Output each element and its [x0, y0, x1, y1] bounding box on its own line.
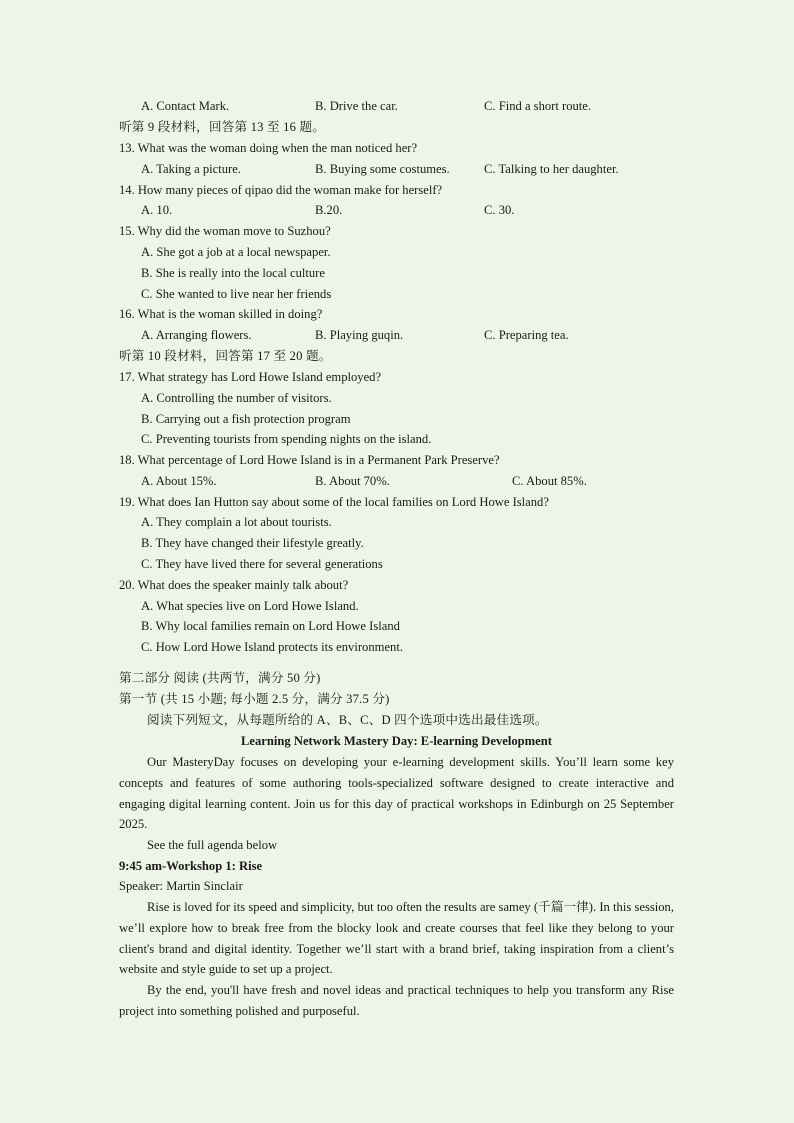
q17-stem: 17. What strategy has Lord Howe Island employed? [119, 370, 382, 384]
q18-option-b: B. About 70%. [315, 474, 390, 488]
reading-instruction: 阅读下列短文，从每题所给的 A、B、C、D 四个选项中选出最佳选项。 [147, 713, 548, 727]
part2-header: 第二部分 阅读 (共两节，满分 50 分) [119, 671, 321, 685]
speaker-line: Speaker: Martin Sinclair [119, 879, 243, 893]
q20-option-b: B. Why local families remain on Lord Howe Island [141, 619, 400, 633]
q16-option-b: B. Playing guqin. [315, 328, 404, 342]
passage-para1-block [119, 897, 674, 980]
q14-stem: 14. How many pieces of qipao did the woman make for herself? [119, 183, 443, 197]
workshop-title: 9:45 am-Workshop 1: Rise [119, 859, 263, 873]
q13-option-c: C. Talking to her daughter. [484, 162, 619, 176]
q13-option-b: B. Buying some costumes. [315, 162, 450, 176]
q16-option-a: A. Arranging flowers. [141, 328, 252, 342]
passage-para2: By the end, you'll have fresh and novel ideas and practical techniques to help you transform any Rise project into something polished and purposeful. [119, 983, 674, 1018]
q19-option-b: B. They have changed their lifestyle greatly. [141, 536, 364, 550]
q14-option-a: A. 10. [141, 203, 173, 217]
passage-intro: Our MasteryDay focuses on developing your e-learning development skills. You’ll learn some key concepts and features of some authoring tools-specialized software designed to create interactive and engaging digital learning content. Join us for this day of practical workshops in Edinburgh on 25 September 2025. [119, 755, 674, 832]
q16-option-c: C. Preparing tea. [484, 328, 569, 342]
q19-option-a: A. They complain a lot about tourists. [141, 515, 332, 529]
q17-option-c: C. Preventing tourists from spending nights on the island. [141, 432, 432, 446]
q14-option-b: B.20. [315, 203, 343, 217]
q13-option-a: A. Taking a picture. [141, 162, 241, 176]
q18-option-c: C. About 85%. [512, 474, 587, 488]
q16-stem: 16. What is the woman skilled in doing? [119, 307, 323, 321]
q15-option-c: C. She wanted to live near her friends [141, 287, 332, 301]
section9-header: 听第 9 段材料，回答第 13 至 16 题。 [119, 120, 326, 134]
q20-option-c: C. How Lord Howe Island protects its environment. [141, 640, 403, 654]
section10-header: 听第 10 段材料，回答第 17 至 20 题。 [119, 349, 332, 363]
q20-stem: 20. What does the speaker mainly talk about? [119, 578, 349, 592]
q19-stem: 19. What does Ian Hutton say about some of the local families on Lord Howe Island? [119, 495, 549, 509]
q15-option-a: A. She got a job at a local newspaper. [141, 245, 331, 259]
q18-option-a: A. About 15%. [141, 474, 217, 488]
q17-option-a: A. Controlling the number of visitors. [141, 391, 332, 405]
q12-option-c: C. Find a short route. [484, 99, 592, 113]
q13-stem: 13. What was the woman doing when the man noticed her? [119, 141, 418, 155]
q12-option-b: B. Drive the car. [315, 99, 398, 113]
q15-stem: 15. Why did the woman move to Suzhou? [119, 224, 331, 238]
section1-header: 第一节 (共 15 小题; 每小题 2.5 分，满分 37.5 分) [119, 692, 390, 706]
q15-option-b: B. She is really into the local culture [141, 266, 325, 280]
q18-stem: 18. What percentage of Lord Howe Island is in a Permanent Park Preserve? [119, 453, 500, 467]
q12-option-a: A. Contact Mark. [141, 99, 230, 113]
passage-title: Learning Network Mastery Day: E-learning Development [241, 734, 552, 748]
passage-intro-block [119, 752, 674, 835]
q20-option-a: A. What species live on Lord Howe Island. [141, 599, 359, 613]
q17-option-b: B. Carrying out a fish protection program [141, 412, 351, 426]
passage-para1: Rise is loved for its speed and simplicity, but too often the results are samey (千篇一律). In this session, we’ll explore how to break free from the blocky look and create courses that feel like they belong to your client's brand and digital identity. Together we’ll start with a brand brief, taking inspiration from a client’s website and style guide to set up a project. [119, 900, 674, 977]
passage-para2-block [119, 980, 674, 1022]
q14-option-c: C. 30. [484, 203, 515, 217]
agenda-line: See the full agenda below [147, 838, 278, 852]
q19-option-c: C. They have lived there for several generations [141, 557, 383, 571]
